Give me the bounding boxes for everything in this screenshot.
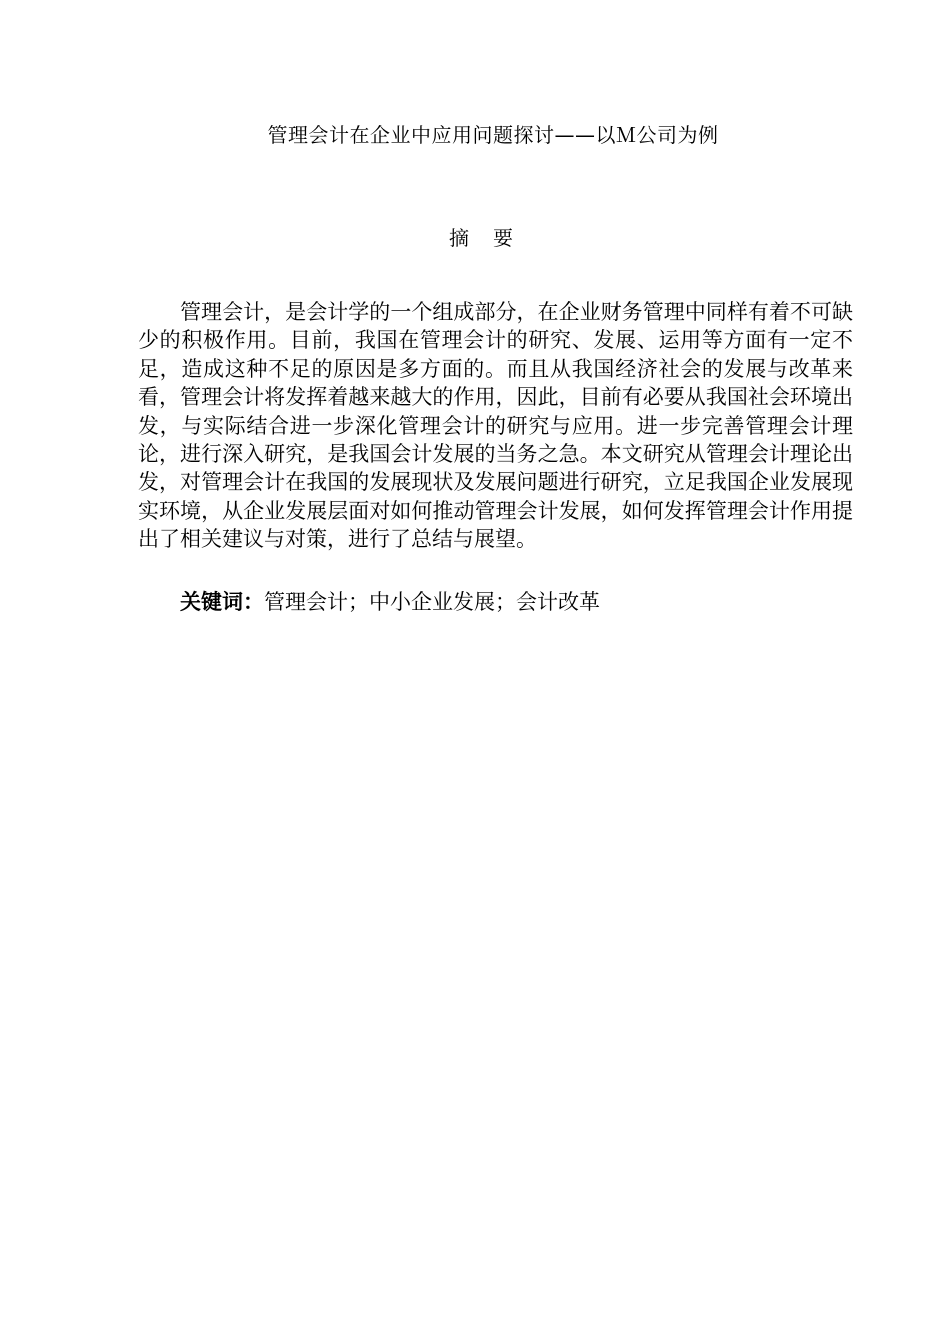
keywords-value: 管理会计；中小企业发展；会计改革 [264, 590, 600, 614]
abstract-body: 管理会计，是会计学的一个组成部分，在企业财务管理中同样有着不可缺少的积极作用。目前，我国在管理会计的研究、发展、运用等方面有一定不足，造成这种不足的原因是多方面的。而且从我国经济社会的发展与改革来看，管理会计将发挥着越来越大的作用，因此，目前有必要从我国社会环境出发，与实际结合进一步深化管理会计的研究与应用。进一步完善管理会计理论，进行深入研究，是我国会计发展的当务之急。本文研究从管理会计理论出发，对管理会计在我国的发展现状及发展问题进行研究，立足我国企业发展现实环境，从企业发展层面对如何推动管理会计发展，如何发挥管理会计作用提出了相关建议与对策，进行了总结与展望。 [138, 300, 853, 552]
keywords-line [180, 588, 850, 616]
document-title: 管理会计在企业中应用问题探讨——以Ｍ公司为例 [267, 123, 719, 147]
keywords-label: 关键词： [180, 590, 264, 614]
abstract-heading: 摘要 [449, 226, 537, 250]
